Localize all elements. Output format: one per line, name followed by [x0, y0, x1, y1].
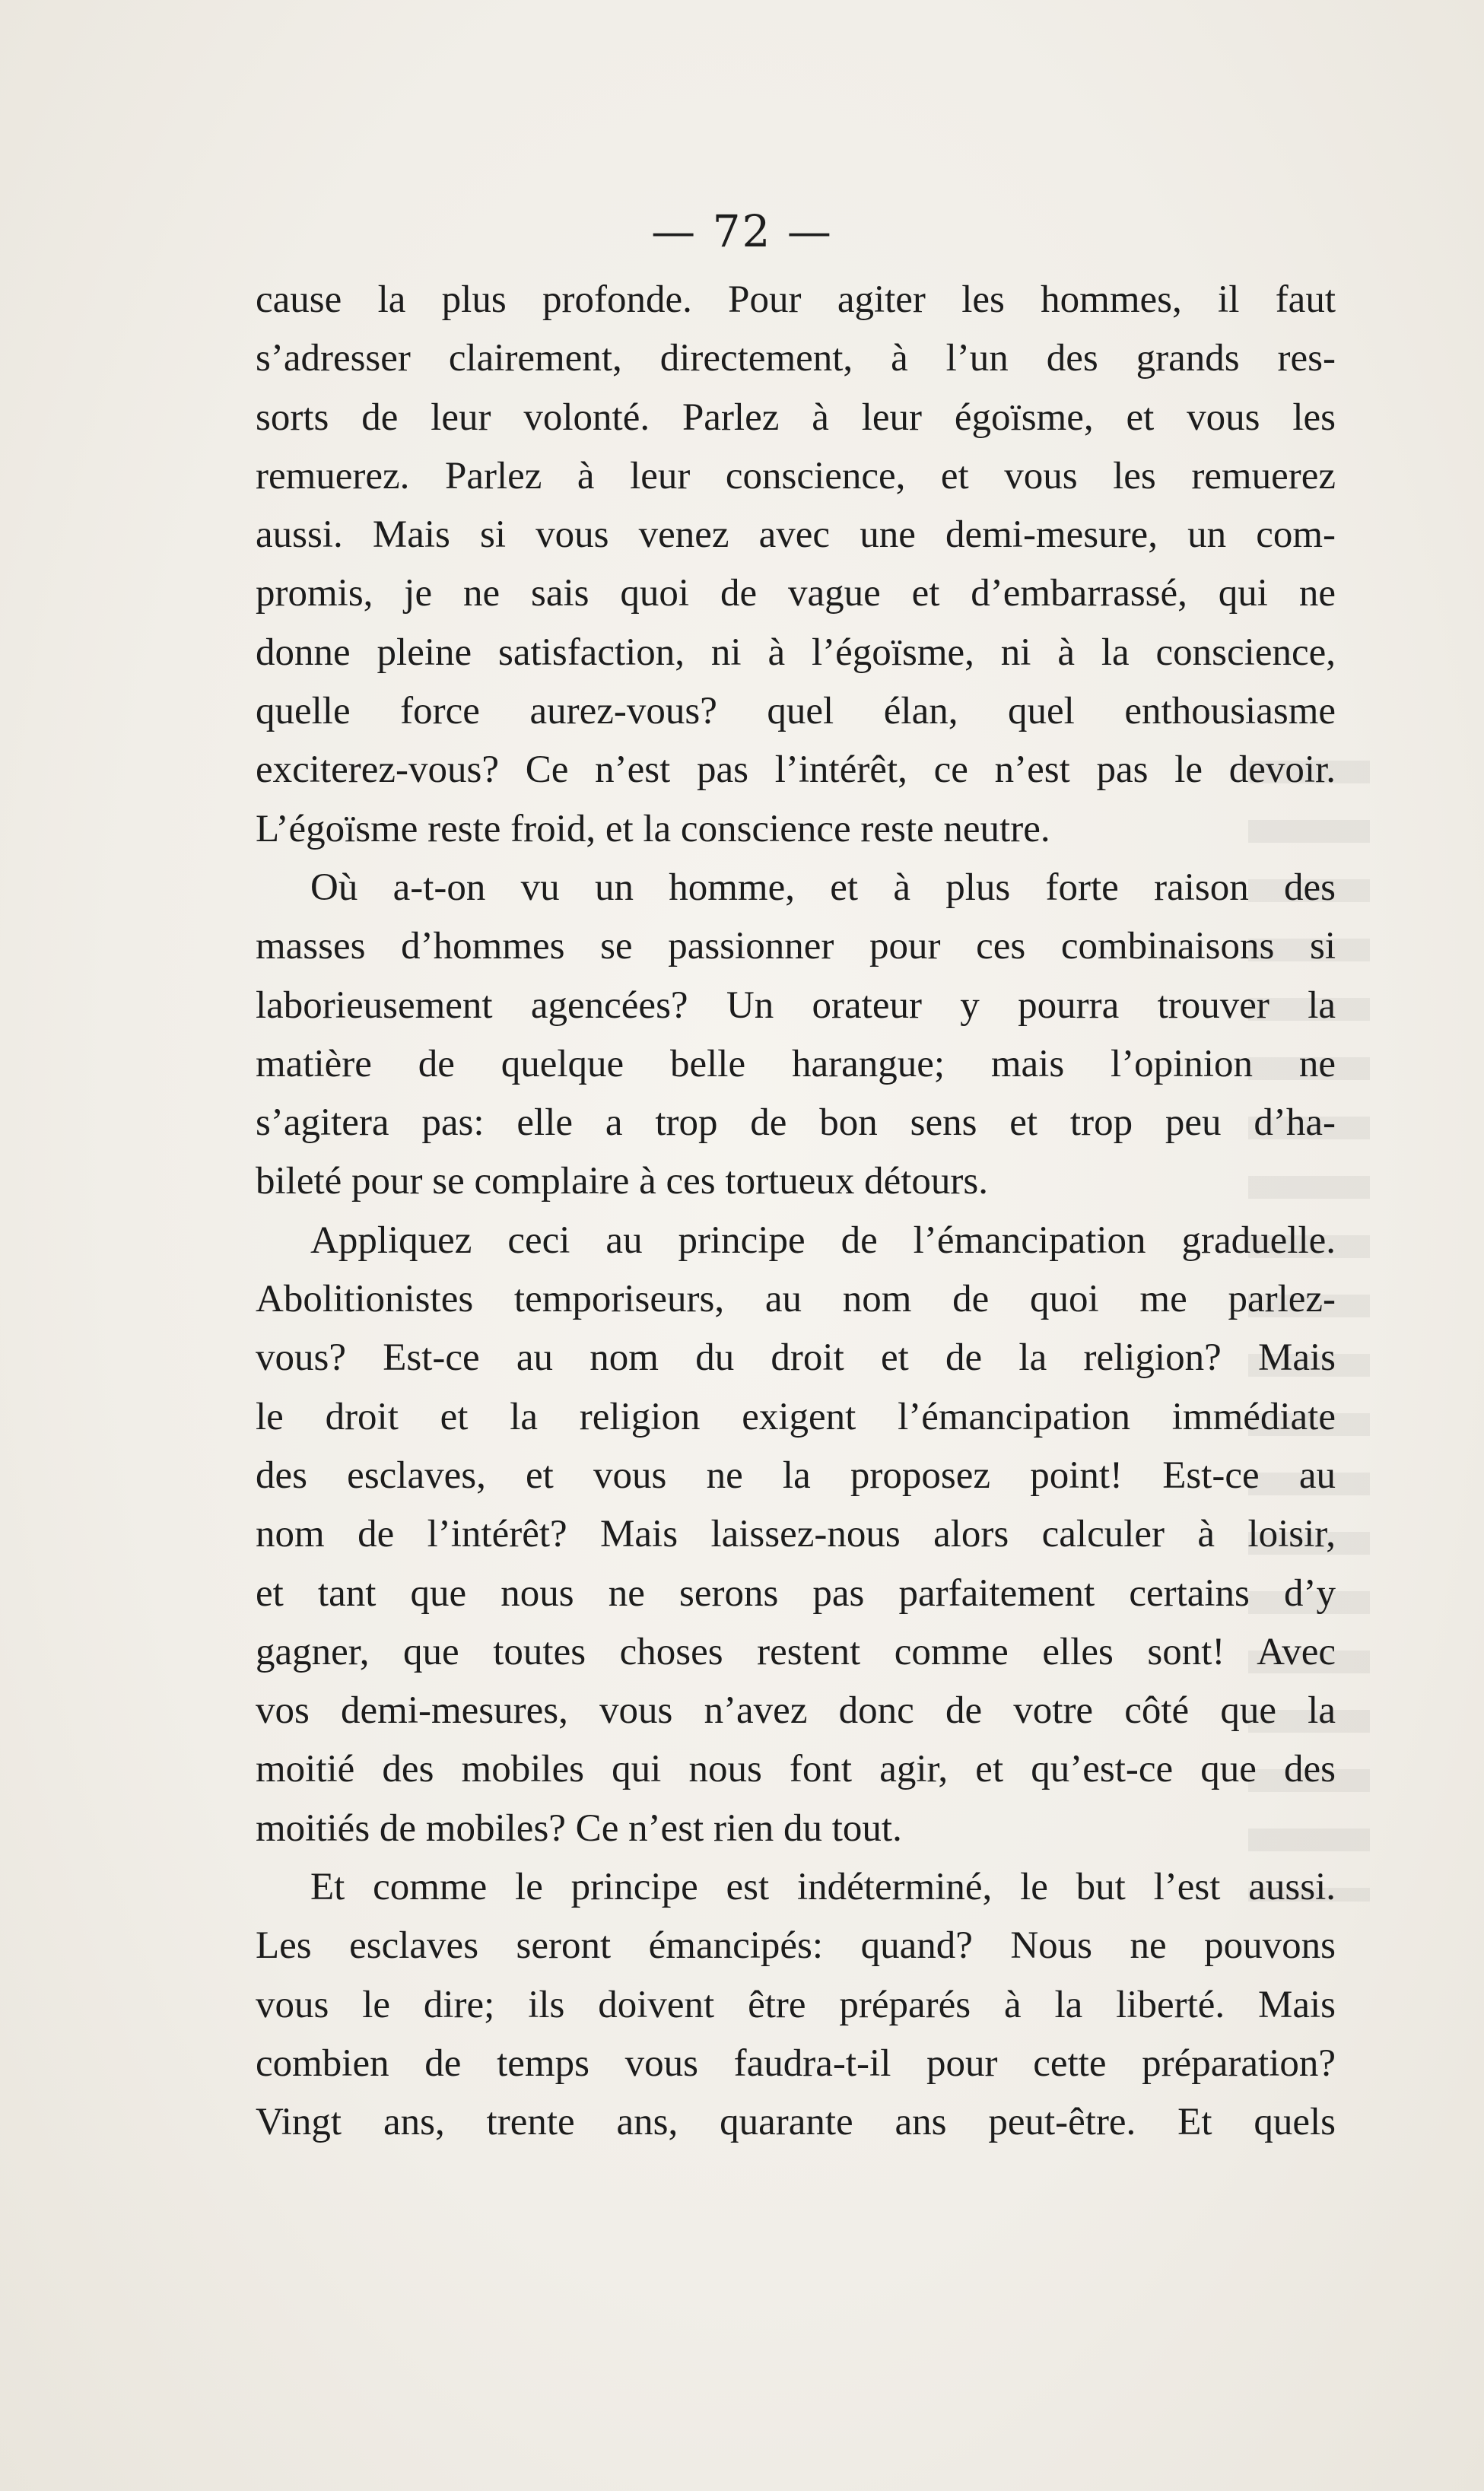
- text-line: vous? Est-ce au nom du droit et de la religion? Mais: [256, 1336, 1336, 1380]
- text-line: promis, je ne sais quoi de vague et d’embarrassé, qui ne: [256, 572, 1336, 615]
- text-line: vous le dire; ils doivent être préparés à la liberté. Mais: [256, 1983, 1336, 2026]
- text-line: des esclaves, et vous ne la proposez point! Est-ce au: [256, 1454, 1336, 1497]
- paragraph-first-line: Appliquez ceci au principe de l’émancipation graduelle.: [310, 1218, 1336, 1262]
- text-line: et tant que nous ne serons pas parfaitement certains d’y: [256, 1571, 1336, 1615]
- text-line: L’égoïsme reste froid, et la conscience reste neutre.: [256, 807, 1050, 850]
- text-line: combien de temps vous faudra-t-il pour cette préparation?: [256, 2041, 1336, 2085]
- text-line: laborieusement agencées? Un orateur y pourra trouver la: [256, 983, 1336, 1027]
- text-line: exciterez-vous? Ce n’est pas l’intérêt, ce n’est pas le devoir.: [256, 748, 1336, 792]
- text-line: vos demi-mesures, vous n’avez donc de votre côté que la: [256, 1689, 1336, 1733]
- text-line: le droit et la religion exigent l’émancipation immédiate: [256, 1395, 1336, 1438]
- body-text: [256, 271, 1336, 2153]
- paragraph-first-line: Où a-t-on vu un homme, et à plus forte raison des: [310, 866, 1336, 909]
- text-line: nom de l’intérêt? Mais laissez-nous alors calculer à loisir,: [256, 1513, 1336, 1556]
- text-line: matière de quelque belle harangue; mais l’opinion ne: [256, 1042, 1336, 1085]
- text-line: aussi. Mais si vous venez avec une demi-mesure, un com-: [256, 513, 1336, 557]
- text-line: gagner, que toutes choses restent comme elles sont! Avec: [256, 1630, 1336, 1673]
- text-line: moitié des mobiles qui nous font agir, et qu’est-ce que des: [256, 1748, 1336, 1791]
- text-line: bileté pour se complaire à ces tortueux détours.: [256, 1160, 988, 1203]
- text-line: cause la plus profonde. Pour agiter les hommes, il faut: [256, 278, 1336, 321]
- text-line: quelle force aurez-vous? quel élan, quel enthousiasme: [256, 690, 1336, 733]
- paragraph-first-line: Et comme le principe est indéterminé, le but l’est aussi.: [310, 1866, 1336, 1909]
- text-line: moitiés de mobiles? Ce n’est rien du tout.: [256, 1806, 902, 1850]
- text-line: sorts de leur volonté. Parlez à leur égoïsme, et vous les: [256, 396, 1336, 439]
- page-number: — 72 —: [651, 205, 833, 257]
- text-line: s’agitera pas: elle a trop de bon sens et trop peu d’ha-: [256, 1101, 1336, 1145]
- text-line: Abolitionistes temporiseurs, au nom de quoi me parlez-: [256, 1278, 1336, 1321]
- text-line: masses d’hommes se passionner pour ces combinaisons si: [256, 925, 1336, 968]
- text-line: remuerez. Parlez à leur conscience, et vous les remuerez: [256, 454, 1336, 497]
- text-line: Vingt ans, trente ans, quarante ans peut-être. Et quels: [256, 2101, 1336, 2144]
- text-line: Les esclaves seront émancipés: quand? Nous ne pouvons: [256, 1924, 1336, 1968]
- text-line: donne pleine satisfaction, ni à l’égoïsme, ni à la conscience,: [256, 631, 1336, 674]
- text-line: s’adresser clairement, directement, à l’un des grands res-: [256, 337, 1336, 380]
